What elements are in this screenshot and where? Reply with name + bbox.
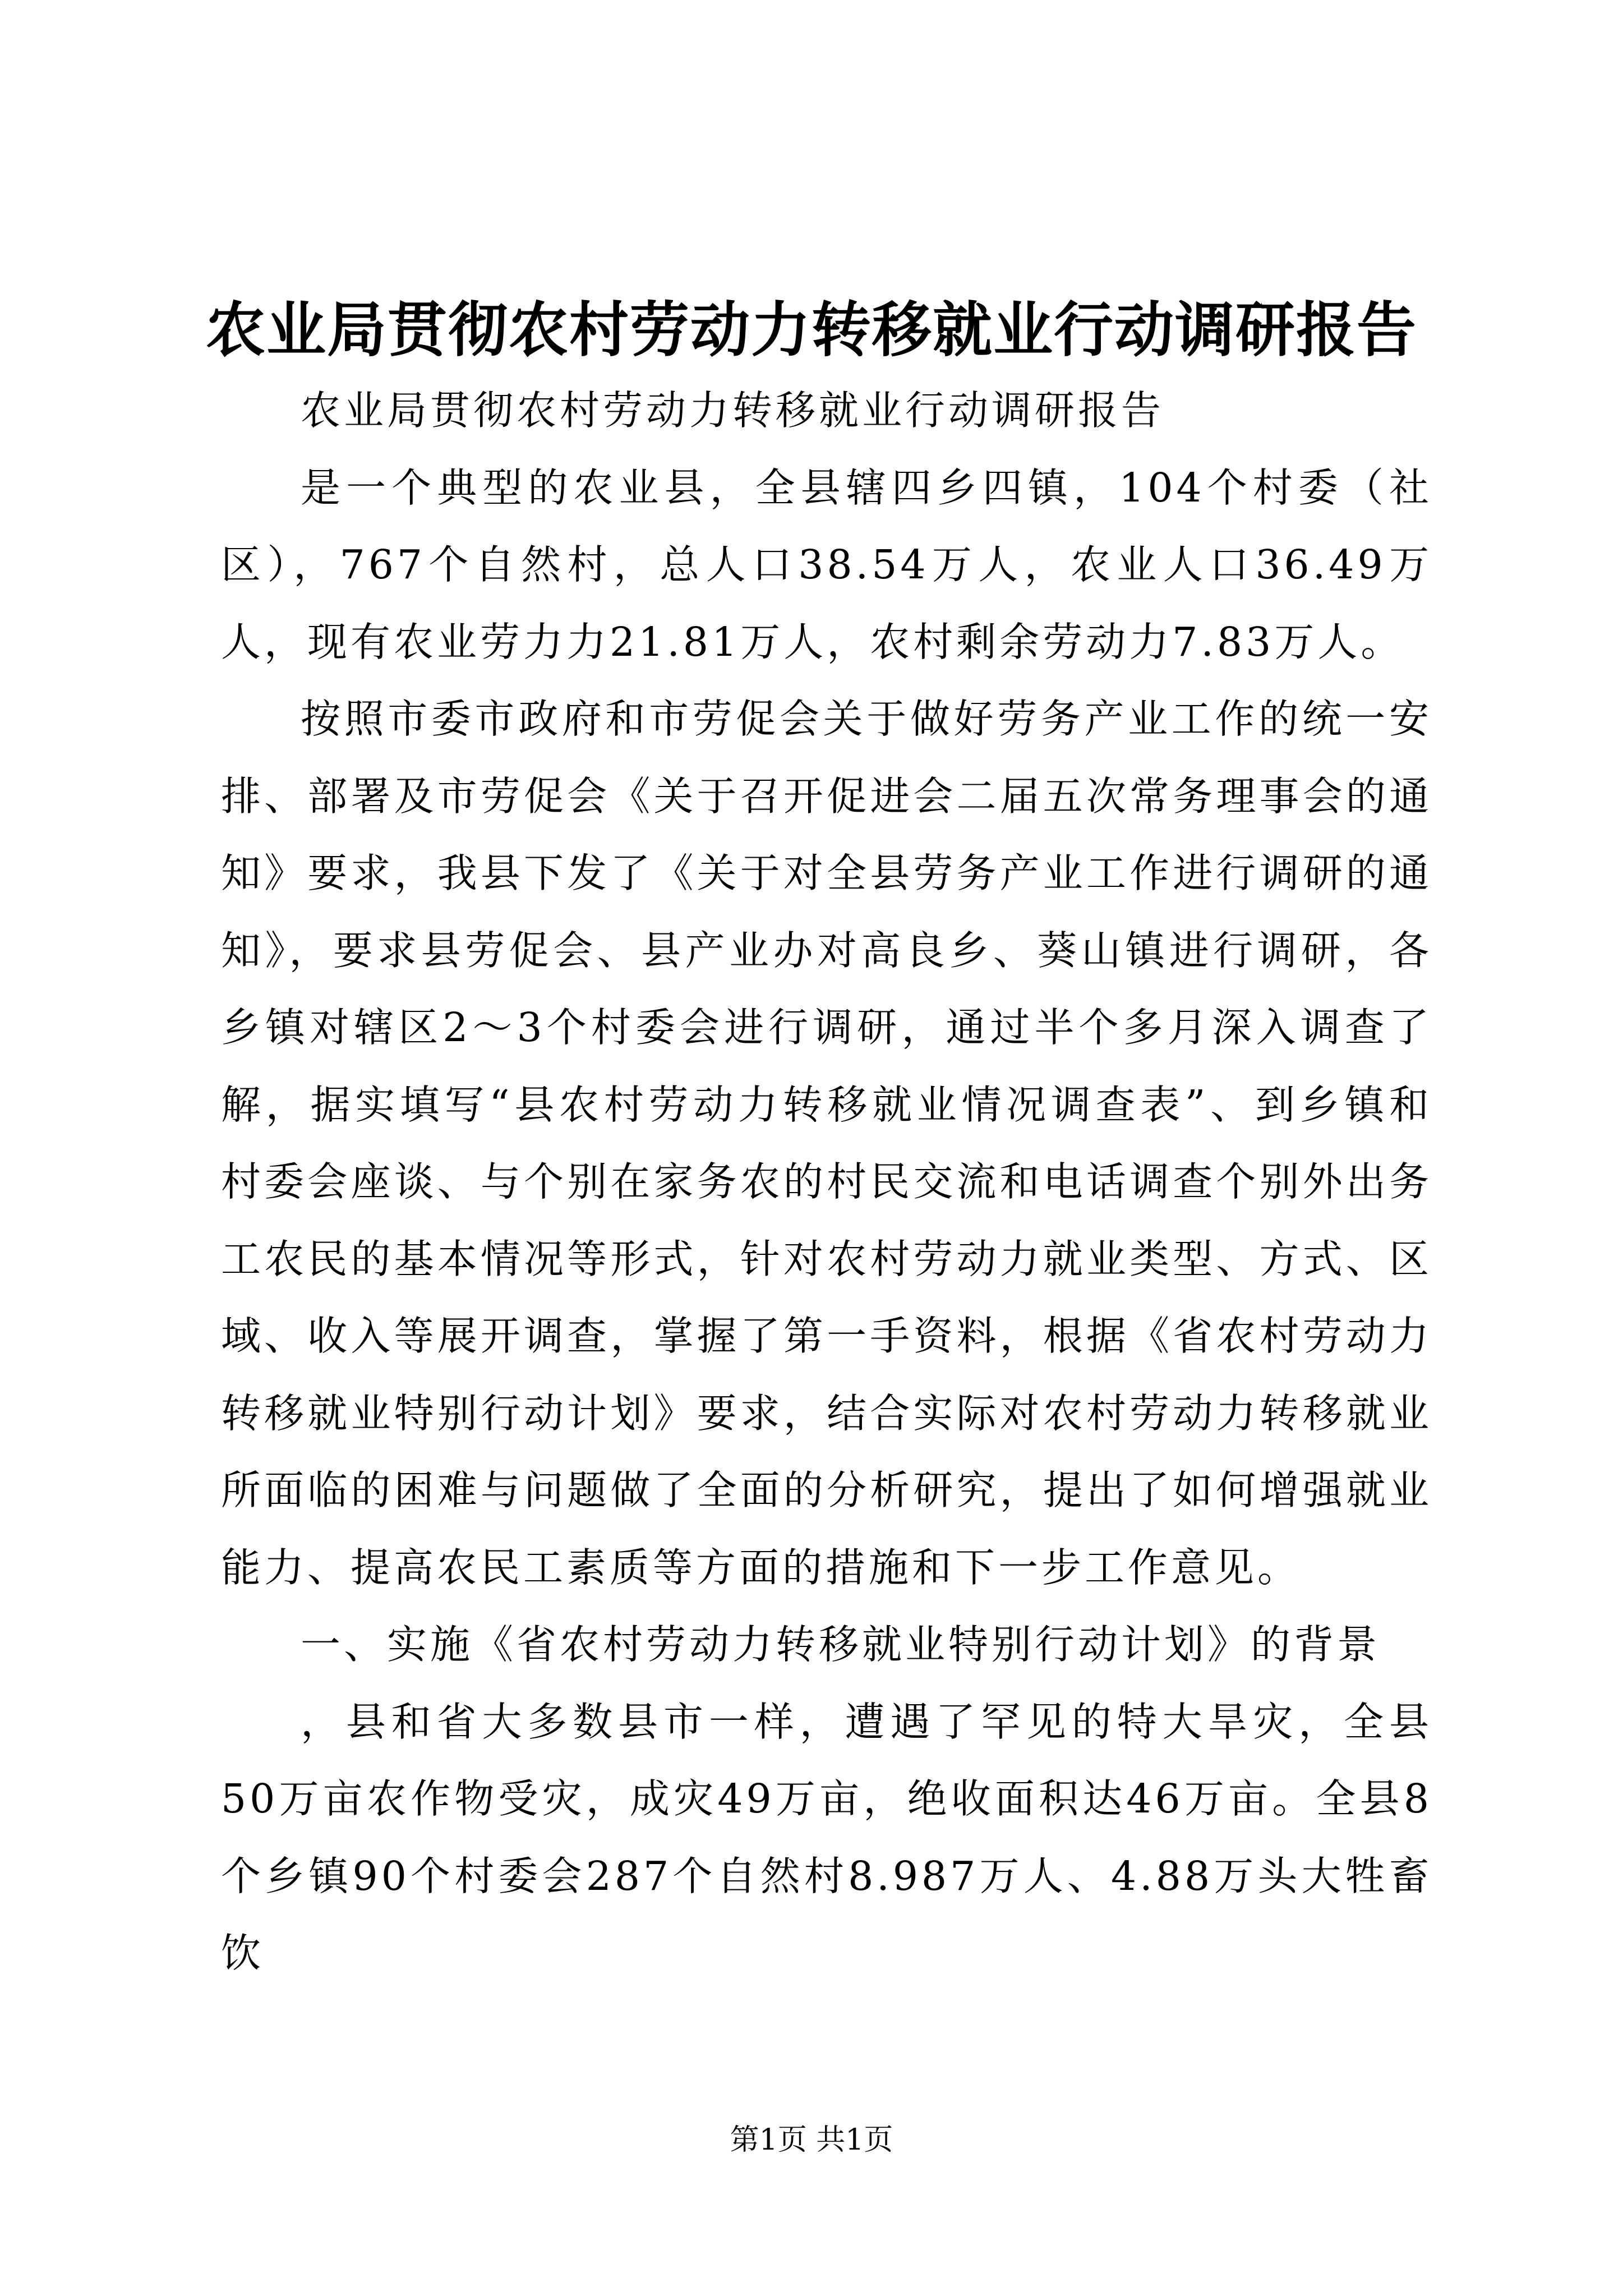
background-paragraph: ，县和省大多数县市一样，遭遇了罕见的特大旱灾，全县50万亩农作物受灾，成灾49万亩，绝收面积达46万亩。全县8个乡镇90个村委会287个自然村8.987万人、4.88万头大牲畜饮: [221, 1698, 1432, 1976]
research-paragraph: 按照市委市政府和市劳促会关于做好劳务产业工作的统一安排、部署及市劳促会《关于召开促进会二届五次常务理事会的通知》要求，我县下发了《关于对全县劳务产业工作进行调研的通知》，要求县劳促会、县产业办对高良乡、葵山镇进行调研，各乡镇对辖区2～3个村委会进行调研，通过半个多月深入调查了解，据实填写“县农村劳动力转移就业情况调查表”、到乡镇和村委会座谈、与个别在家务农的村民交流和电话调查个别外出务工农民的基本情况等形式，针对农村劳动力就业类型、方式、区域、收入等展开调查，掌握了第一手资料，根据《省农村劳动力转移就业特别行动计划》要求，结合实际对农村劳动力转移就业所面临的困难与问题做了全面的分析研究，提出了如何增强就业能力、提高农民工素质等方面的措施和下一步工作意见。: [221, 696, 1432, 1591]
page-number: 第1页 共1页: [730, 2123, 893, 2157]
document-title: 农业局贯彻农村劳动力转移就业行动调研报告: [206, 295, 1417, 365]
section-heading: 一、实施《省农村劳动力转移就业特别行动计划》的背景: [301, 1621, 1381, 1668]
document-body: [221, 372, 1432, 1992]
overview-paragraph: 是一个典型的农业县，全县辖四乡四镇，104个村委（社区），767个自然村，总人口38.54万人，农业人口36.49万人，现有农业劳力力21.81万人，农村剩余劳动力7.83万人。: [221, 464, 1432, 665]
subtitle-paragraph: 农业局贯彻农村劳动力转移就业行动调研报告: [301, 387, 1165, 434]
